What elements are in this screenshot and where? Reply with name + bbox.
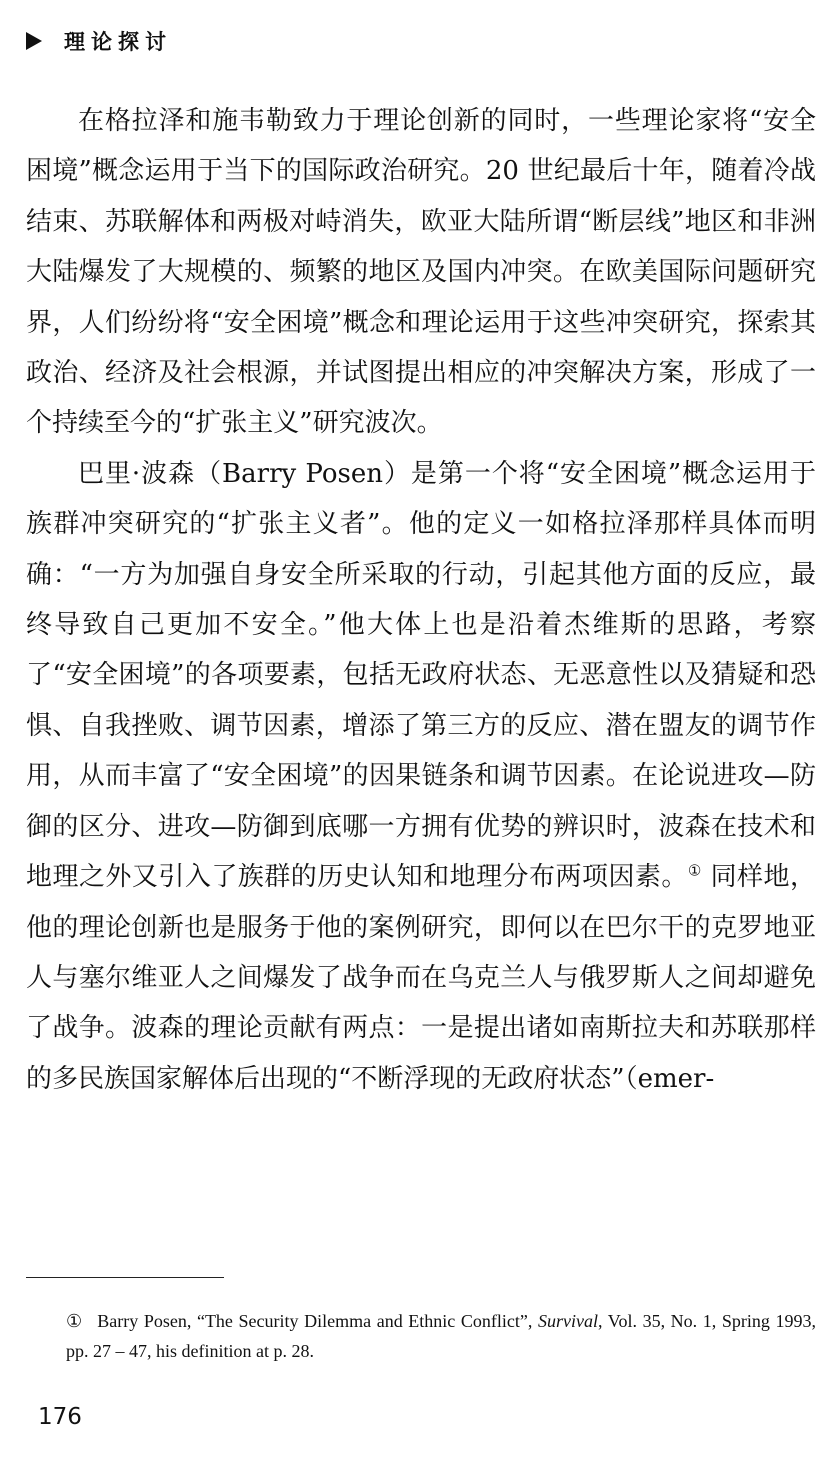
footnote-journal: Survival bbox=[538, 1311, 598, 1331]
footnote-body bbox=[26, 1306, 816, 1366]
page-number: 176 bbox=[38, 1404, 82, 1430]
running-header bbox=[26, 26, 172, 56]
footnote-marker: ① bbox=[66, 1311, 84, 1331]
footnote-reference[interactable]: ① bbox=[687, 861, 702, 880]
footnote-divider bbox=[26, 1277, 224, 1278]
triangle-right-icon bbox=[26, 32, 42, 50]
main-text bbox=[26, 96, 816, 1104]
footnote bbox=[26, 1306, 816, 1366]
section-title: 理论探讨 bbox=[64, 30, 172, 54]
paragraph-1 bbox=[26, 96, 816, 449]
footnote-text-end: , Vol. 35, No. 1, Spring 1993, pp. 27 – 47, his definition at p. 28. bbox=[66, 1311, 817, 1361]
footnote-text-start: Barry Posen, “The Security Dilemma and Ethnic Conflict”, bbox=[97, 1311, 538, 1331]
paragraph-2-text-part1: 巴里·波森（Barry Posen）是第一个将“安全困境”概念运用于族群冲突研究的“扩张主义者”。他的定义一如格拉泽那样具体而明确：“一方为加强自身安全所采取的行动，引起其他方面的反应，最终导致自己更加不安全。”他大体上也是沿着杰维斯的思路，考察了“安全困境”的各项要素，包括无政府状态、无恶意性以及猜疑和恐惧、自我挫败、调节因素，增添了第三方的反应、潜在盟友的调节作用，从而丰富了“安全困境”的因果链条和调节因素。在论说进攻—防御的区分、进攻—防御到底哪一方拥有优势的辨识时，波森在技术和地理之外又引入了族群的历史认知和地理分布两项因素。 bbox=[26, 458, 816, 893]
paragraph-1-text: 在格拉泽和施韦勒致力于理论创新的同时，一些理论家将“安全困境”概念运用于当下的国际政治研究。20 世纪最后十年，随着冷战结束、苏联解体和两极对峙消失，欧亚大陆所谓“断层线”地区和非洲大陆爆发了大规模的、频繁的地区及国内冲突。在欧美国际问题研究界，人们纷纷将“安全困境”概念和理论运用于这些冲突研究，探索其政治、经济及社会根源，并试图提出相应的冲突解决方案，形成了一个持续至今的“扩张主义”研究波次。 bbox=[26, 106, 816, 439]
paragraph-2 bbox=[26, 449, 816, 1104]
paragraph-2-text-part2: 同样地，他的理论创新也是服务于他的案例研究，即何以在巴尔干的克罗地亚人与塞尔维亚人之间爆发了战争而在乌克兰人与俄罗斯人之间却避免了战争。波森的理论贡献有两点：一是提出诸如南斯拉夫和苏联那样的多民族国家解体后出现的“不断浮现的无政府状态”（emer- bbox=[26, 862, 816, 1094]
